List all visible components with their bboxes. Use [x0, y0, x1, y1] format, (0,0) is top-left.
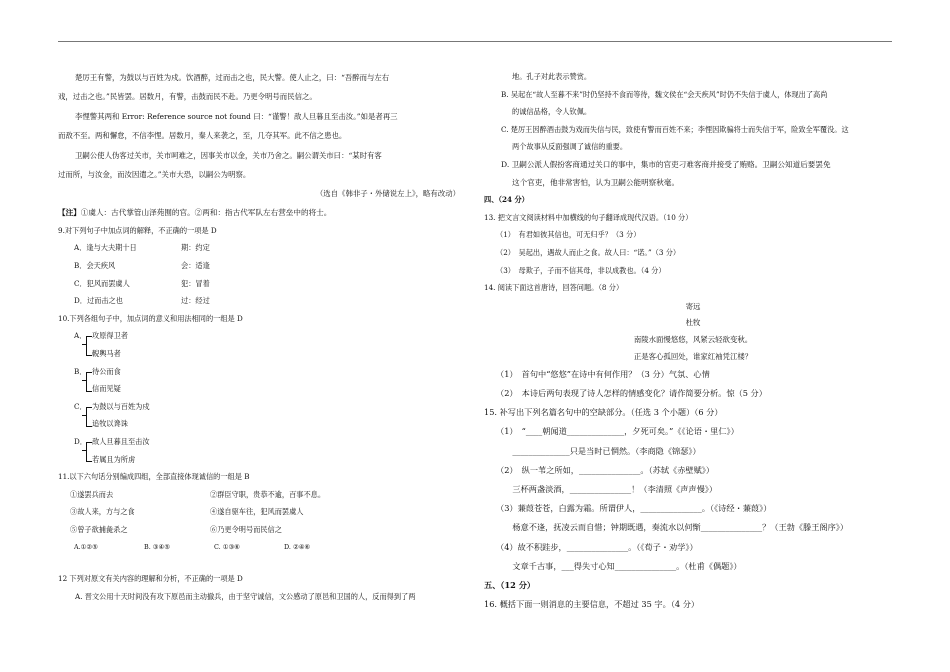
- option-label: D．: [74, 436, 87, 446]
- option-pair: C． 为鼓以与百姓为戍 追牧以谗诛: [58, 398, 476, 433]
- fill-line: （2） 纵一苇之所如，_______________。（苏轼《赤壁赋》）: [496, 464, 715, 475]
- sub-item: （1） 有君如彼其信也，可无归乎？（3 分）: [496, 230, 641, 240]
- option-pair: B． 待公而食 信而见疑: [58, 363, 476, 398]
- sub-question: （2） 本诗后两句表现了诗人怎样的情感变化？请作简要分析。惊（5 分）: [496, 387, 767, 398]
- option-b: B. 吴起在“故人至暮不来”时仍坚持不食而等待，魏文侯在“会天疾风”时仍不失信于虞人，体现出了高尚: [501, 89, 828, 99]
- poem-line: 南陵水面慢悠悠，风紧云轻欲变秋。: [633, 334, 753, 344]
- brace-mark: [86, 442, 92, 462]
- question-stem: 11.以下六句话分别编成四组，全部直接体现诚信的一组是 B: [58, 472, 250, 482]
- text-line: 地。孔子对此表示赞赏。: [512, 72, 592, 81]
- question-13: [484, 209, 902, 279]
- poem-line: 正是客心孤回处，谁家红袖凭江楼？: [633, 351, 753, 361]
- right-column: [484, 68, 902, 614]
- annotation-label: 【注】: [58, 207, 81, 217]
- question-12: [58, 570, 476, 605]
- brace-mark: [86, 336, 92, 356]
- sub-item: （3） 母欺子，子而不信其母，非以成教也。（4 分）: [496, 265, 666, 275]
- header-rule: [58, 41, 892, 42]
- fill-line: 三杯两盏淡酒，_______________！（李清照《声声慢》）: [496, 483, 718, 494]
- option-label: A．: [74, 331, 87, 341]
- question-stem: 13. 把文言文阅读材料中加横线的句子翻译成现代汉语。（10 分）: [484, 212, 693, 222]
- question-stem: 10.下列各组句子中，加点词的意义和用法相同的一组是 D: [58, 313, 243, 323]
- passage-line: 而敌不至。两和懈怠，不信李悝。居数月，秦人来袭之，至，几夺其军。此不信之患也。: [58, 131, 347, 141]
- poem-author: 杜牧: [685, 317, 701, 327]
- option-pair: D． 敌人旦暮且至击汝 若属且为所虏: [58, 433, 476, 468]
- brace-mark: [86, 407, 92, 427]
- sub-item: （2） 吴起出，遇故人而止之食。故人曰：“诺。”（3 分）: [496, 247, 681, 257]
- item-row: ①遂罢兵而去 ②群臣守职，贵恭不逾，百事不息。: [70, 489, 326, 499]
- passage-line: 楚厉王有警，为鼓以与百姓为戍。饮酒醉，过而击之也，民大警。使人止之，曰：“吾醉而与左右: [75, 73, 390, 82]
- question-16: 16. 概括下面一则消息的主要信息，不超过 35 字。（4 分）: [484, 599, 700, 610]
- left-column: [58, 68, 476, 605]
- passage-source: （选自《韩非子・外储说左上》，略有改动）: [315, 189, 460, 199]
- fill-line: （1） “____朝闻道______________，夕死可矣。”《《论语・里仁》）: [496, 426, 739, 437]
- question-12-continued: [484, 68, 902, 191]
- question-stem: 12 下列对原文有关内容的理解和分析，不正确的一项是 D: [58, 574, 243, 584]
- option-row: A．逢与大夫期十日 期：约定: [74, 243, 210, 253]
- option-row: B．会天疾风 会：适逢: [74, 261, 210, 271]
- annotation: [58, 204, 476, 222]
- question-15: [484, 403, 902, 576]
- classical-passage: [58, 68, 476, 204]
- brace-mark: [86, 372, 92, 392]
- fill-line: （3）蒹葭苍苍，白露为霜。所谓伊人，_______________。（《诗经・蒹葭》）: [496, 503, 772, 514]
- fill-line: ______________只是当时已惘然。（李商隐《锦瑟》）: [496, 445, 701, 456]
- fill-line: （4）故不积跬步，_______________。（《荀子・劝学》）: [496, 541, 698, 552]
- question-14: [484, 279, 902, 403]
- question-stem: 15. 补写出下列名篇名句中的空缺部分。（任选 3 个小题）（6 分）: [484, 407, 723, 418]
- annotation-text: ①虞人：古代掌管山泽苑囿的官。②两和：指古代军队左右营垒中的将士。: [80, 207, 332, 217]
- option-label: C．: [74, 401, 87, 411]
- passage-line: 李悝警其两和 Error: Reference source not found 曰：“谨警！敌人旦暮且至击汝。”如是者再三: [75, 111, 398, 121]
- question-stem: 14. 阅读下面这首唐诗，回答问题。（8 分）: [484, 283, 624, 293]
- question-11: [58, 468, 476, 556]
- option-d: D. 卫嗣公派人假扮客商通过关口的事中，集市的官吏刁难客商并接受了贿赂。卫嗣公知道后要罢免: [501, 159, 831, 169]
- item-row: ⑤曾子欲捕彘杀之 ⑥乃更令明号而民信之: [70, 524, 282, 534]
- fill-line: 文章千古事，___得失寸心知_______________。（杜甫《偶题》）: [496, 560, 742, 571]
- passage-line: 过而所，与汝金，而汝因遣之。”关市大恐，以嗣公为明察。: [58, 170, 251, 180]
- option-row: D．过而击之也 过：经过: [74, 296, 210, 306]
- question-stem: 9.对下列句子中加点词的解释，不正确的一项是 D: [58, 225, 217, 235]
- choice-row: A.①②⑤ B. ③④⑤ C. ①③⑥ D. ②④⑥: [74, 542, 311, 551]
- section-four-heading: 四、（24 分）: [484, 195, 529, 205]
- text-line: 的诚信品格，令人钦佩。: [512, 107, 592, 117]
- section-five-heading: 五、（12 分）: [484, 579, 536, 590]
- option-pair: A． 攻原得卫者 輗輿马者: [58, 327, 476, 362]
- sub-question: （1） 首句中“悠悠”在诗中有何作用？（3 分）气氛、心情: [496, 368, 710, 379]
- question-10: [58, 310, 476, 468]
- poem-title: 寄远: [685, 301, 701, 311]
- option-row: C．犯风而罢虞人 犯：冒着: [74, 278, 210, 288]
- text-line: 两个故事从反面强调了诚信的重要。: [512, 142, 628, 152]
- passage-line: 戏，过击之也。”民皆罢。居数月，有警，击鼓而民不赴。乃更令明号而民信之。: [58, 92, 317, 102]
- option-a: A. 晋文公用十天时间没有攻下原邑而主动撤兵，由于坚守诚信，文公感动了原邑和卫国的人，反而得到了两: [75, 591, 416, 601]
- passage-line: 卫嗣公使人伪客过关市，关市呵难之，因事关市以金，关市乃舍之。嗣公谓关市曰：“某时有客: [75, 150, 382, 160]
- question-9: [58, 222, 476, 310]
- item-row: ③故人来，方与之食 ④遂自驱车往，犯风而罢虞人: [70, 507, 304, 517]
- option-label: B．: [74, 366, 87, 376]
- text-line: 这个官吏，他非常害怕，认为卫嗣公能明察秋毫。: [512, 177, 680, 187]
- option-c: C. 楚厉王因醉酒击鼓为戏而失信与民，致使有警而百姓不来；李悝因欺骗将士而失信于军，险致全军覆没。这: [501, 124, 849, 134]
- fill-line: 杨意不逢，抚凌云而自惜；钟期既遇，奏流水以何惭_______________？（王勃《滕王阁序》）: [496, 522, 849, 533]
